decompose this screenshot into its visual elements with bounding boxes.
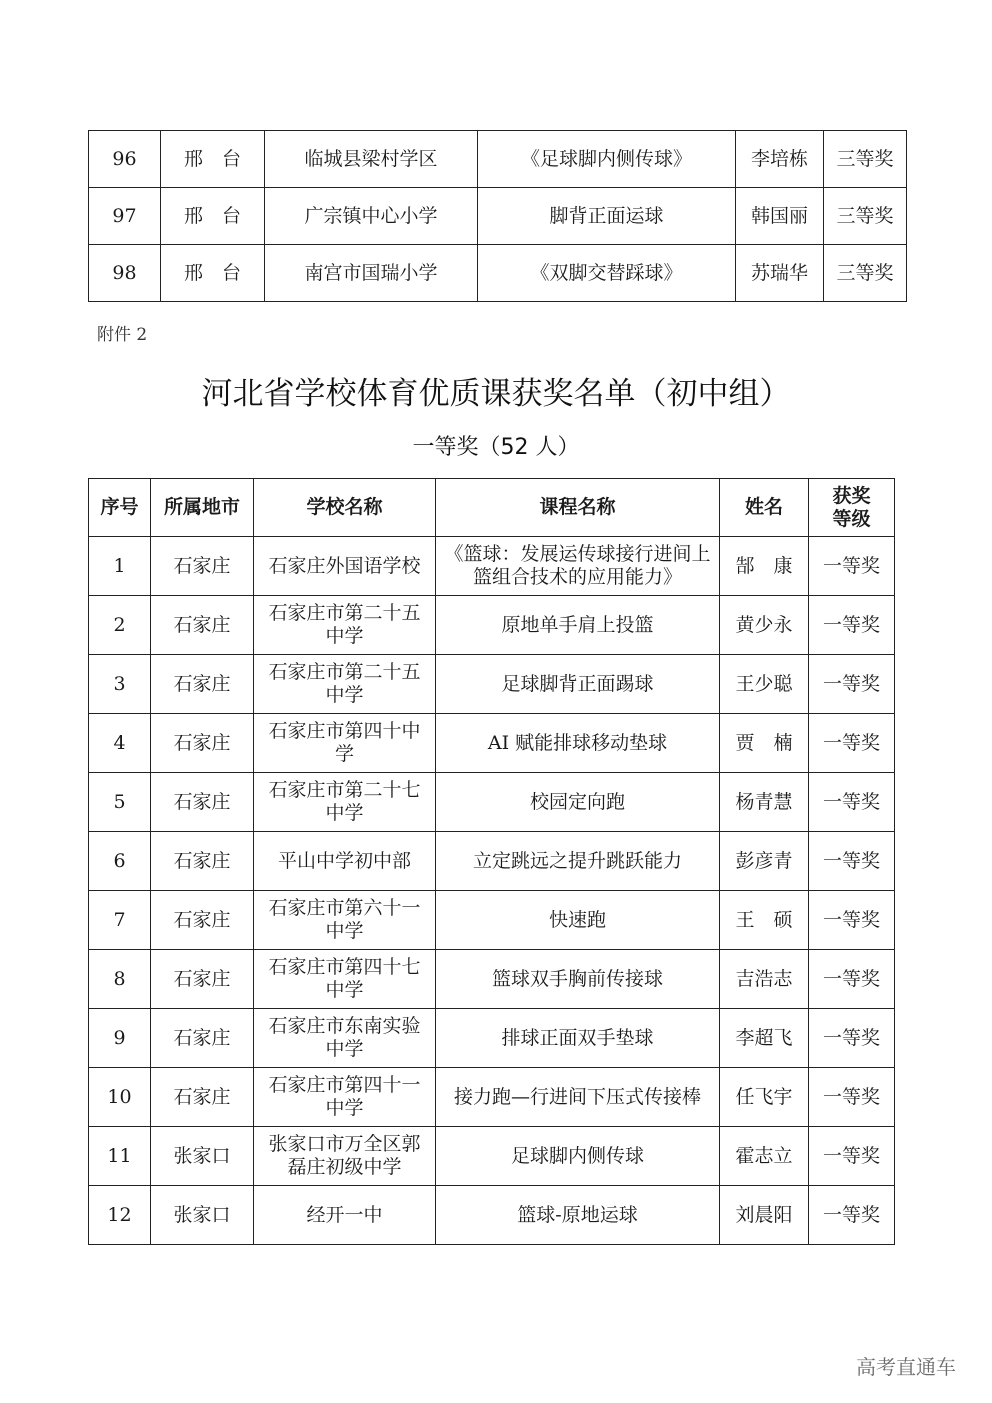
table-cell: 石家庄	[151, 950, 254, 1009]
table-cell: 三等奖	[824, 131, 907, 188]
table-cell: 8	[89, 950, 151, 1009]
table-cell: 接力跑—行进间下压式传接棒	[436, 1068, 720, 1127]
table-cell: 黄少永	[720, 596, 809, 655]
table-cell: 临城县梁村学区	[265, 131, 478, 188]
table-cell: 一等奖	[809, 891, 895, 950]
table-cell: 贾 楠	[720, 714, 809, 773]
table-cell: 彭彦青	[720, 832, 809, 891]
table-cell: 3	[89, 655, 151, 714]
table-cell: 快速跑	[436, 891, 720, 950]
table-cell: 96	[89, 131, 161, 188]
table-row	[89, 1068, 895, 1127]
table-row	[89, 245, 907, 302]
table-row	[89, 1009, 895, 1068]
table-cell: 校园定向跑	[436, 773, 720, 832]
table-cell: 一等奖	[809, 596, 895, 655]
table-cell: 一等奖	[809, 714, 895, 773]
table-cell: 三等奖	[824, 188, 907, 245]
table-cell: 石家庄	[151, 773, 254, 832]
table-cell: 石家庄	[151, 891, 254, 950]
table-cell: 任飞宇	[720, 1068, 809, 1127]
table-cell: 《足球脚内侧传球》	[478, 131, 736, 188]
table-cell: 石家庄	[151, 537, 254, 596]
table-cell: 石家庄	[151, 714, 254, 773]
table-cell: 脚背正面运球	[478, 188, 736, 245]
table-cell: 经开一中	[254, 1186, 436, 1245]
table-row	[89, 1186, 895, 1245]
column-header: 姓名	[720, 479, 809, 537]
table-cell: 张家口市万全区郭磊庄初级中学	[254, 1127, 436, 1186]
table-cell: 一等奖	[809, 655, 895, 714]
column-header: 获奖 等级	[809, 479, 895, 537]
table-cell: 石家庄	[151, 655, 254, 714]
table-cell: 篮球双手胸前传接球	[436, 950, 720, 1009]
table-row	[89, 188, 907, 245]
table-cell: 一等奖	[809, 773, 895, 832]
table-cell: 平山中学初中部	[254, 832, 436, 891]
table-cell: 5	[89, 773, 151, 832]
attachment-label: 附件 2	[97, 325, 148, 345]
table-cell: 刘晨阳	[720, 1186, 809, 1245]
table-cell: 石家庄市第二十五中学	[254, 596, 436, 655]
table-cell: 韩国丽	[736, 188, 824, 245]
table-row	[89, 1127, 895, 1186]
table-cell: 98	[89, 245, 161, 302]
table-cell: 石家庄市第六十一中学	[254, 891, 436, 950]
table-cell: 石家庄市第四十七中学	[254, 950, 436, 1009]
table-cell: AI 赋能排球移动垫球	[436, 714, 720, 773]
table-cell: 李超飞	[720, 1009, 809, 1068]
table-cell: 一等奖	[809, 1068, 895, 1127]
table-cell: 原地单手肩上投篮	[436, 596, 720, 655]
table-cell: 邢 台	[161, 188, 265, 245]
table-row	[89, 832, 895, 891]
table-cell: 12	[89, 1186, 151, 1245]
table-cell: 石家庄	[151, 596, 254, 655]
document-title: 河北省学校体育优质课获奖名单（初中组）	[201, 376, 791, 412]
table-cell: 石家庄	[151, 832, 254, 891]
table-row	[89, 773, 895, 832]
table-row	[89, 714, 895, 773]
table-row	[89, 537, 895, 596]
table-cell: 1	[89, 537, 151, 596]
table-cell: 一等奖	[809, 1127, 895, 1186]
table-header-row	[89, 479, 895, 537]
table-cell: 11	[89, 1127, 151, 1186]
table-row	[89, 950, 895, 1009]
table-cell: 杨青慧	[720, 773, 809, 832]
table-cell: 2	[89, 596, 151, 655]
column-header: 所属地市	[151, 479, 254, 537]
watermark-text: 高考直通车	[856, 1355, 956, 1379]
column-header: 课程名称	[436, 479, 720, 537]
award-table	[88, 478, 895, 1245]
section-title: 一等奖（52 人）	[412, 435, 580, 460]
table-cell: 97	[89, 188, 161, 245]
table-cell: 一等奖	[809, 950, 895, 1009]
table-cell: 石家庄市第四十中学	[254, 714, 436, 773]
table-cell: 三等奖	[824, 245, 907, 302]
table-cell: 石家庄市第二十五中学	[254, 655, 436, 714]
table-row	[89, 655, 895, 714]
table-row	[89, 131, 907, 188]
previous-page-table	[88, 130, 907, 302]
table-cell: 广宗镇中心小学	[265, 188, 478, 245]
table-cell: 一等奖	[809, 1186, 895, 1245]
table-cell: 石家庄外国语学校	[254, 537, 436, 596]
table-cell: 李培栋	[736, 131, 824, 188]
table-cell: 苏瑞华	[736, 245, 824, 302]
table-cell: 立定跳远之提升跳跃能力	[436, 832, 720, 891]
table-cell: 6	[89, 832, 151, 891]
table-cell: 霍志立	[720, 1127, 809, 1186]
table-cell: 一等奖	[809, 537, 895, 596]
table-cell: 一等奖	[809, 1009, 895, 1068]
table-cell: 南宫市国瑞小学	[265, 245, 478, 302]
table-cell: 郜 康	[720, 537, 809, 596]
table-cell: 吉浩志	[720, 950, 809, 1009]
table-row	[89, 891, 895, 950]
table-cell: 《双脚交替踩球》	[478, 245, 736, 302]
table-cell: 王 硕	[720, 891, 809, 950]
table-cell: 石家庄	[151, 1068, 254, 1127]
table-cell: 张家口	[151, 1127, 254, 1186]
table-cell: 王少聪	[720, 655, 809, 714]
table-cell: 《篮球：发展运传球接行进间上篮组合技术的应用能力》	[436, 537, 720, 596]
table-cell: 4	[89, 714, 151, 773]
table-cell: 9	[89, 1009, 151, 1068]
table-cell: 石家庄市东南实验中学	[254, 1009, 436, 1068]
table-row	[89, 596, 895, 655]
column-header: 学校名称	[254, 479, 436, 537]
table-cell: 足球脚内侧传球	[436, 1127, 720, 1186]
table-cell: 石家庄市第二十七中学	[254, 773, 436, 832]
table-cell: 足球脚背正面踢球	[436, 655, 720, 714]
table-cell: 邢 台	[161, 131, 265, 188]
table-cell: 排球正面双手垫球	[436, 1009, 720, 1068]
table-cell: 石家庄市第四十一中学	[254, 1068, 436, 1127]
table-cell: 一等奖	[809, 832, 895, 891]
table-cell: 邢 台	[161, 245, 265, 302]
table-cell: 篮球-原地运球	[436, 1186, 720, 1245]
table-cell: 张家口	[151, 1186, 254, 1245]
table-cell: 10	[89, 1068, 151, 1127]
column-header: 序号	[89, 479, 151, 537]
table-cell: 石家庄	[151, 1009, 254, 1068]
table-cell: 7	[89, 891, 151, 950]
